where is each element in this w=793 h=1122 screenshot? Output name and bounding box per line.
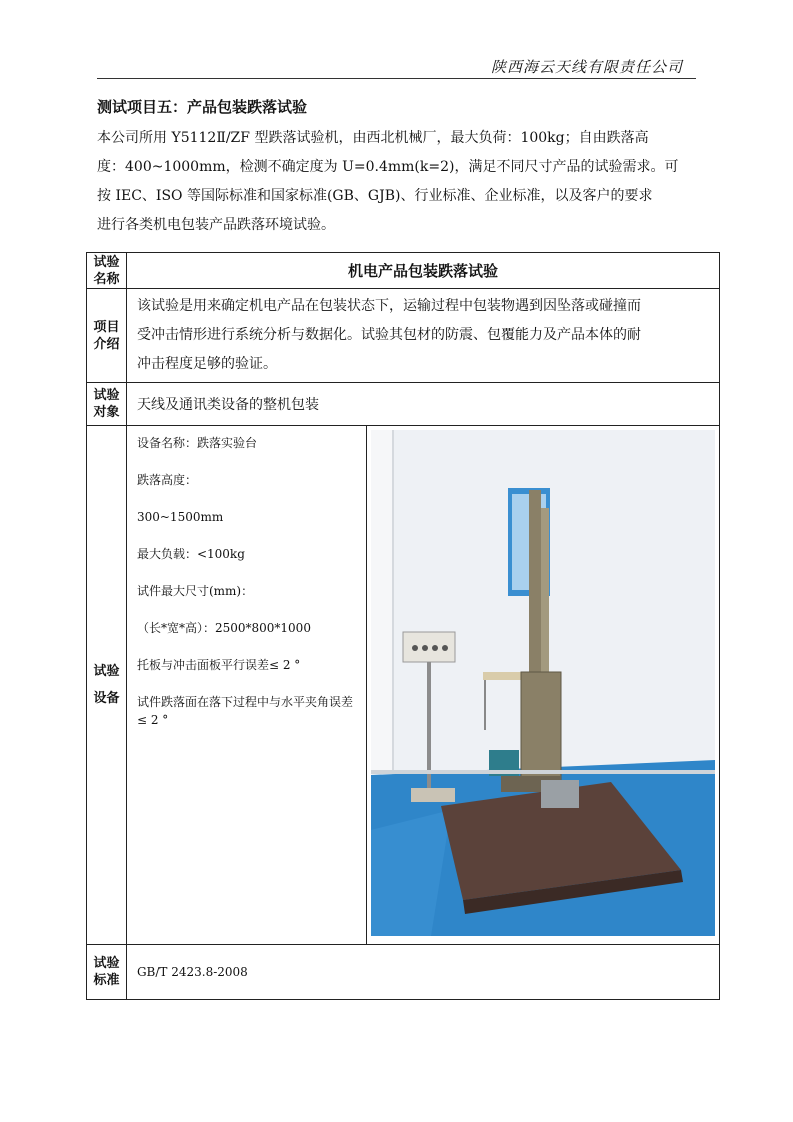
label-text: 试验 bbox=[93, 956, 120, 971]
intro-cell-line: 受冲击情形进行系统分析与数据化。试验其包材的防震、包覆能力及产品本体的耐 bbox=[136, 327, 641, 343]
spec-line: 试件最大尺寸(mm)： bbox=[136, 584, 254, 598]
company-name: 陕西海云天线有限责任公司 bbox=[490, 58, 683, 76]
object-text: 天线及通讯类设备的整机包装 bbox=[126, 383, 719, 426]
intro-line: 度：400~1000mm，检测不确定度为 U=0.4mm(k=2)，满足不同尺寸产品的试验需求。可 bbox=[97, 159, 679, 175]
row-object bbox=[87, 383, 720, 426]
label-equipment bbox=[87, 426, 127, 945]
label-text: 名称 bbox=[93, 271, 120, 287]
spec-line: 最大负载：<100kg bbox=[136, 547, 245, 561]
spec-line: 300~1500mm bbox=[136, 510, 224, 524]
label-intro bbox=[87, 289, 127, 383]
spec-line: （长*宽*高）：2500*800*1000 bbox=[136, 621, 311, 635]
spec-line: 试件跌落面在落下过程中与水平夹角误差≤ 2 ° bbox=[136, 695, 353, 727]
label-text: 对象 bbox=[93, 405, 120, 420]
test-table bbox=[86, 252, 720, 1000]
spec-line: 跌落高度： bbox=[136, 473, 197, 487]
row-standard bbox=[87, 945, 720, 1000]
standard-text: GB/T 2423.8-2008 bbox=[126, 945, 719, 1000]
intro-line: 进行各类机电包装产品跌落环境试验。 bbox=[97, 217, 335, 233]
label-text: 设备 bbox=[93, 691, 120, 706]
row-equipment bbox=[87, 426, 720, 945]
label-test-name bbox=[87, 253, 127, 289]
spec-line: 设备名称：跌落实验台 bbox=[136, 436, 257, 450]
label-text: 试验 bbox=[93, 388, 120, 403]
label-text: 项目 bbox=[93, 319, 120, 335]
label-text: 标准 bbox=[93, 973, 120, 988]
spec-line: 托板与冲击面板平行误差≤ 2 ° bbox=[136, 658, 301, 672]
label-text: 试验 bbox=[93, 254, 120, 270]
section-intro bbox=[97, 124, 697, 240]
intro-text bbox=[126, 289, 719, 383]
intro-cell-line: 该试验是用来确定机电产品在包装状态下，运输过程中包装物遇到因坠落或碰撞而 bbox=[136, 298, 641, 314]
equipment-specs bbox=[126, 426, 366, 945]
intro-line: 按 IEC、ISO 等国际标准和国家标准(GB、GJB)、行业标准、企业标准，以及客户的要求 bbox=[97, 188, 653, 204]
row-test-name bbox=[87, 253, 720, 289]
intro-line: 本公司所用 Y5112Ⅱ/ZF 型跌落试验机，由西北机械厂，最大负荷：100kg；自由跌落高 bbox=[97, 130, 649, 146]
header-divider bbox=[97, 78, 696, 79]
row-intro bbox=[87, 289, 720, 383]
intro-cell-line: 冲击程度足够的验证。 bbox=[136, 356, 277, 372]
label-object bbox=[87, 383, 127, 426]
test-name: 机电产品包装跌落试验 bbox=[126, 253, 719, 289]
label-text: 试验 bbox=[93, 664, 120, 679]
label-text: 介绍 bbox=[93, 336, 120, 352]
drop-tester-photo bbox=[371, 430, 715, 936]
equipment-photo-cell bbox=[367, 426, 720, 945]
section-title: 测试项目五：产品包装跌落试验 bbox=[97, 98, 308, 116]
label-standard bbox=[87, 945, 127, 1000]
